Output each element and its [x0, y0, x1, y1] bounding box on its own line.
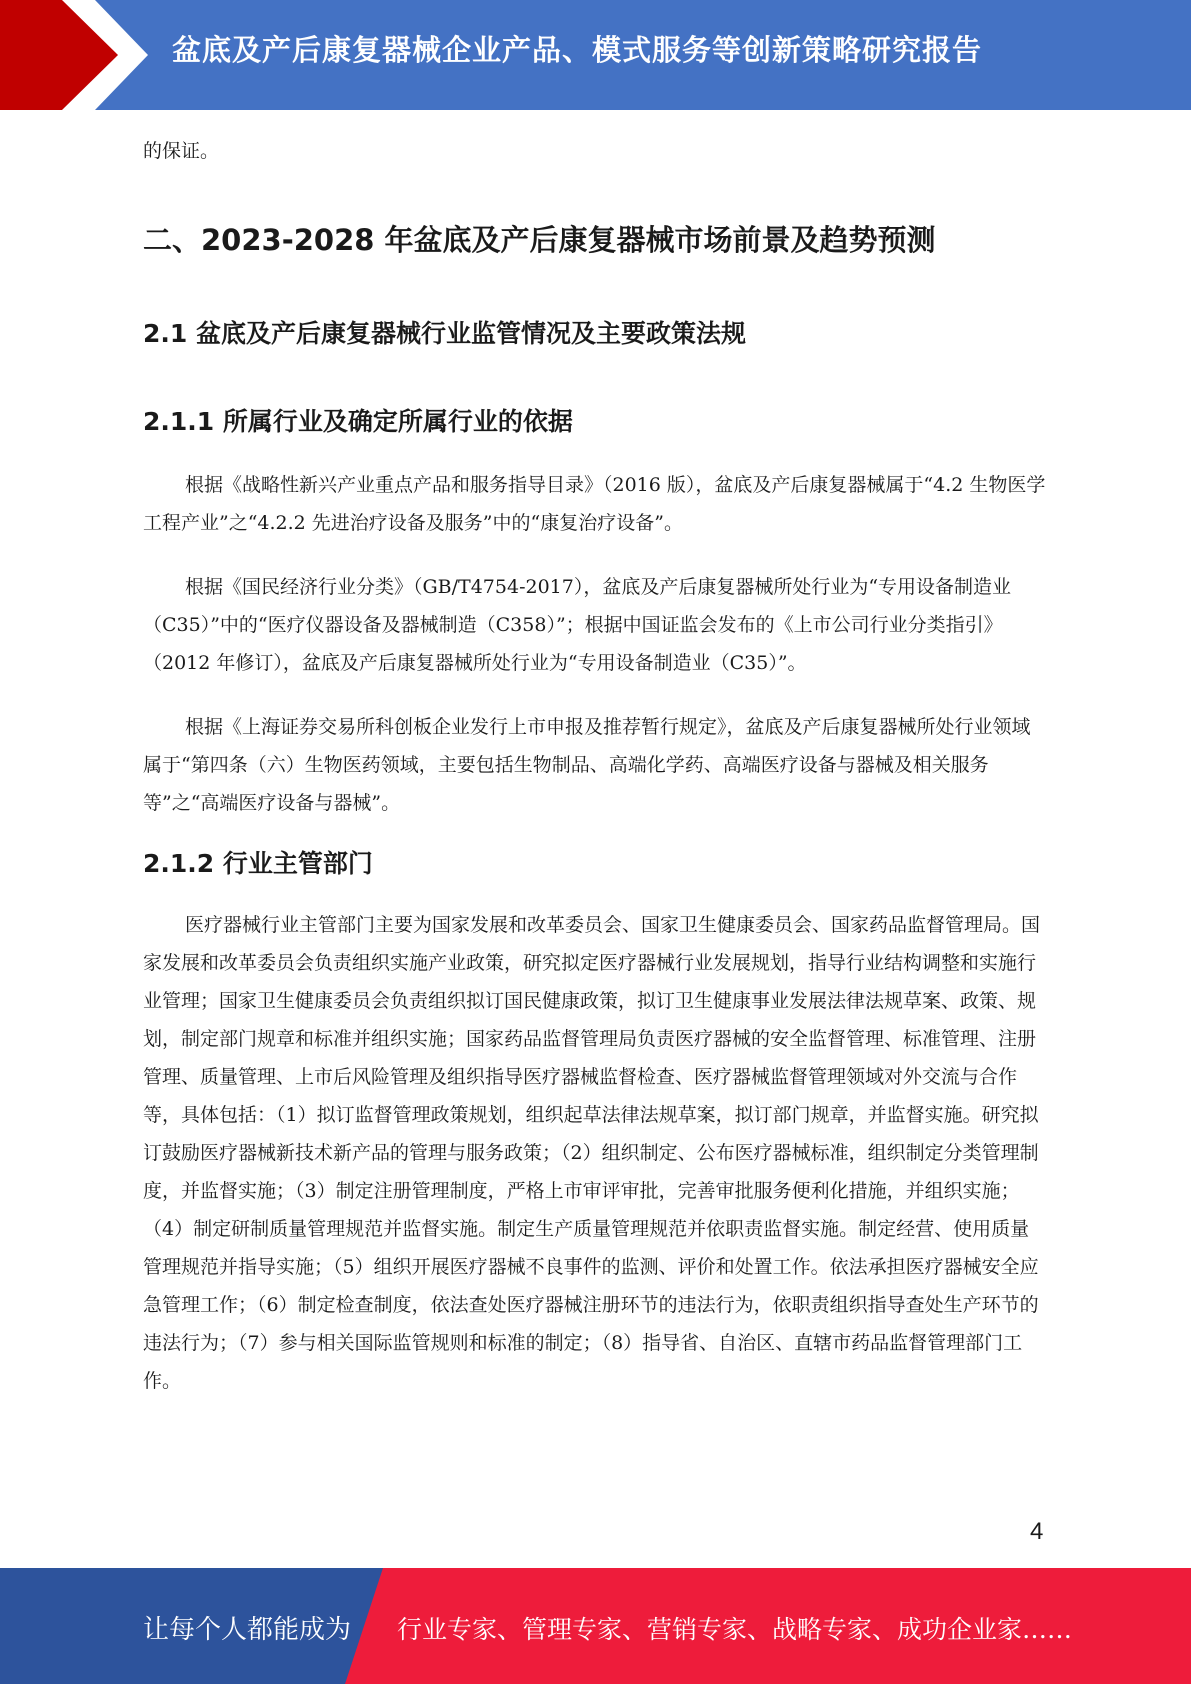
chapter-heading: 二、2023-2028 年盆底及产后康复器械市场前景及趋势预测: [143, 223, 936, 257]
paragraph: 根据《战略性新兴产业重点产品和服务指导目录》（2016 版），盆底及产后康复器械属于“4.2 生物医学工程产业”之“4.2.2 先进治疗设备及服务”中的“康复治疗设备”。: [143, 474, 1046, 534]
page-content: [143, 132, 1048, 1400]
page-header: [0, 0, 1191, 110]
page-number: 4: [1030, 1518, 1044, 1545]
footer-slogan-right: 行业专家、管理专家、营销专家、战略专家、成功企业家……: [397, 1615, 1073, 1644]
footer-slogan-left: 让每个人都能成为: [143, 1615, 352, 1645]
subsection-heading-2: 2.1.2 行业主管部门: [143, 849, 373, 878]
paragraph: 根据《上海证券交易所科创板企业发行上市申报及推荐暂行规定》，盆底及产后康复器械所处行业领域属于“第四条（六）生物医药领域，主要包括生物制品、高端化学药、高端医疗设备与器械及相关服务等”之“高端医疗设备与器械”。: [143, 716, 1031, 814]
paragraph: 根据《国民经济行业分类》（GB/T4754-2017），盆底及产后康复器械所处行业为“专用设备制造业（C35）”中的“医疗仪器设备及器械制造（C358）”；根据中国证监会发布的《上市公司行业分类指引》（2012 年修订），盆底及产后康复器械所处行业为“专用设备制造业（C35）”。: [143, 576, 1012, 674]
page-footer: [0, 1568, 1191, 1684]
continuation-text: 的保证。: [143, 140, 220, 162]
header-title: 盆底及产后康复器械企业产品、模式服务等创新策略研究报告: [172, 33, 983, 67]
section-heading: 2.1 盆底及产后康复器械行业监管情况及主要政策法规: [143, 319, 746, 348]
header-chevron-icon: [0, 0, 160, 110]
subsection-heading-1: 2.1.1 所属行业及确定所属行业的依据: [143, 407, 573, 436]
paragraph: 医疗器械行业主管部门主要为国家发展和改革委员会、国家卫生健康委员会、国家药品监督管理局。国家发展和改革委员会负责组织实施产业政策，研究拟定医疗器械行业发展规划，指导行业结构调整和实施行业管理；国家卫生健康委员会负责组织拟订国民健康政策，拟订卫生健康事业发展法律法规草案、政策、规划，制定部门规章和标准并组织实施；国家药品监督管理局负责医疗器械的安全监督管理、标准管理、注册管理、质量管理、上市后风险管理及组织指导医疗器械监督检查、医疗器械监督管理领域对外交流与合作等，具体包括：（1）拟订监督管理政策规划，组织起草法律法规草案，拟订部门规章，并监督实施。研究拟订鼓励医疗器械新技术新产品的管理与服务政策；（2）组织制定、公布医疗器械标准，组织制定分类管理制度，并监督实施；（3）制定注册管理制度，严格上市审评审批，完善审批服务便利化措施，并组织实施；（4）制定研制质量管理规范并监督实施。制定生产质量管理规范并依职责监督实施。制定经营、使用质量管理规范并指导实施；（5）组织开展医疗器械不良事件的监测、评价和处置工作。依法承担医疗器械安全应急管理工作；（6）制定检查制度，依法查处医疗器械注册环节的违法行为，依职责组织指导查处生产环节的违法行为；（7）参与相关国际监管规则和标准的制定；（8）指导省、自治区、直辖市药品监督管理部门工作。: [143, 914, 1041, 1392]
